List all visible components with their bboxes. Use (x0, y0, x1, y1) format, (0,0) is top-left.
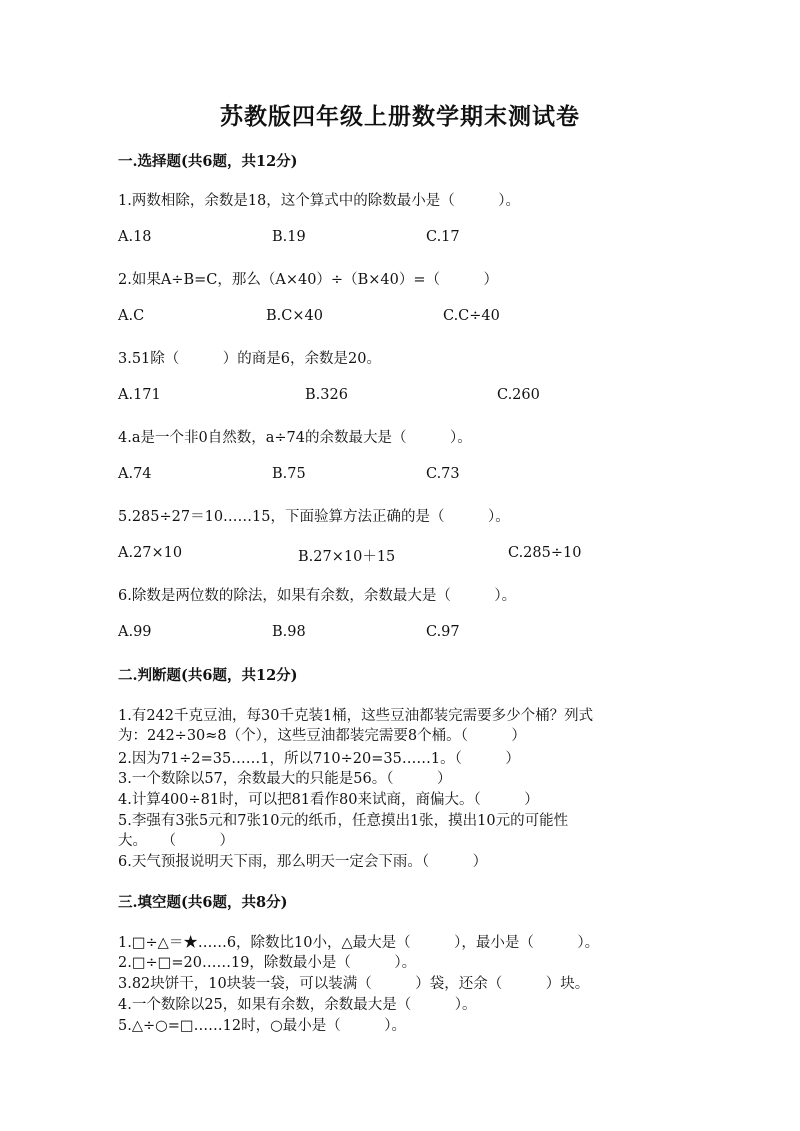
question-4: 4.a是一个非0自然数，a÷74的余数最大是（ ）。 (118, 430, 472, 446)
q5-option-a: A.27×10 (118, 545, 183, 561)
q1-option-b: B.19 (272, 229, 306, 245)
judgement-5-line-1: 5.李强有3张5元和7张10元的纸币，任意摸出1张，摸出10元的可能性 (118, 813, 569, 829)
q5-option-b: B.27×10＋15 (298, 549, 396, 565)
question-5: 5.285÷27＝10……15，下面验算方法正确的是（ ）。 (118, 509, 510, 525)
q2-option-b: B.C×40 (266, 308, 323, 324)
judgement-4: 4.计算400÷81时，可以把81看作80来试商，商偏大。（ ） (118, 792, 539, 808)
q2-option-c: C.C÷40 (443, 308, 500, 324)
q1-option-a: A.18 (118, 229, 152, 245)
fill-blank-5: 5.△÷○=□……12时，○最小是（ ）。 (118, 1018, 406, 1034)
q2-option-a: A.C (118, 308, 145, 324)
fill-blank-1: 1.□÷△＝★……6，除数比10小，△最大是（ ），最小是（ ）。 (118, 935, 600, 951)
q3-option-c: C.260 (497, 387, 540, 403)
q4-option-c: C.73 (426, 466, 460, 482)
q1-option-c: C.17 (426, 229, 460, 245)
fill-blank-4: 4.一个数除以25，如果有余数，余数最大是（ ）。 (118, 997, 477, 1013)
q3-option-b: B.326 (305, 387, 348, 403)
judgement-5-line-2: 大。 （ ） (118, 833, 234, 849)
question-6: 6.除数是两位数的除法，如果有余数，余数最大是（ ）。 (118, 588, 517, 604)
q6-option-a: A.99 (118, 624, 152, 640)
q6-option-c: C.97 (426, 624, 460, 640)
fill-blank-3: 3.82块饼干，10块装一袋，可以装满（ ）袋，还余（ ）块。 (118, 976, 590, 992)
q3-option-a: A.171 (118, 387, 161, 403)
q5-option-c: C.285÷10 (508, 545, 582, 561)
judgement-2: 2.因为71÷2=35……1，所以710÷20=35……1。（ ） (118, 751, 520, 767)
question-3: 3.51除（ ）的商是6，余数是20。 (118, 351, 381, 367)
q6-option-b: B.98 (272, 624, 306, 640)
section-heading-choice: 一.选择题(共6题，共12分) (118, 153, 298, 170)
judgement-1-line-1: 1.有242千克豆油，每30千克装1桶，这些豆油都装完需要多少个桶？列式 (118, 708, 594, 724)
section-heading-judgement: 二.判断题(共6题，共12分) (118, 667, 298, 684)
judgement-6: 6.天气预报说明天下雨，那么明天一定会下雨。（ ） (118, 854, 488, 870)
q4-option-a: A.74 (118, 466, 152, 482)
question-2: 2.如果A÷B=C，那么（A×40）÷（B×40）=（ ） (118, 272, 498, 288)
section-heading-fill-blank: 三.填空题(共6题，共8分) (118, 894, 288, 911)
q4-option-b: B.75 (272, 466, 306, 482)
fill-blank-2: 2.□÷□=20……19，除数最小是（ ）。 (118, 955, 417, 971)
judgement-1-line-2: 为：242÷30≈8（个），这些豆油都装完需要8个桶。（ ） (118, 728, 526, 744)
page-title: 苏教版四年级上册数学期末测试卷 (220, 103, 580, 130)
question-1: 1.两数相除，余数是18，这个算式中的除数最小是（ ）。 (118, 193, 521, 209)
judgement-3: 3.一个数除以57，余数最大的只能是56。（ ） (118, 771, 452, 787)
